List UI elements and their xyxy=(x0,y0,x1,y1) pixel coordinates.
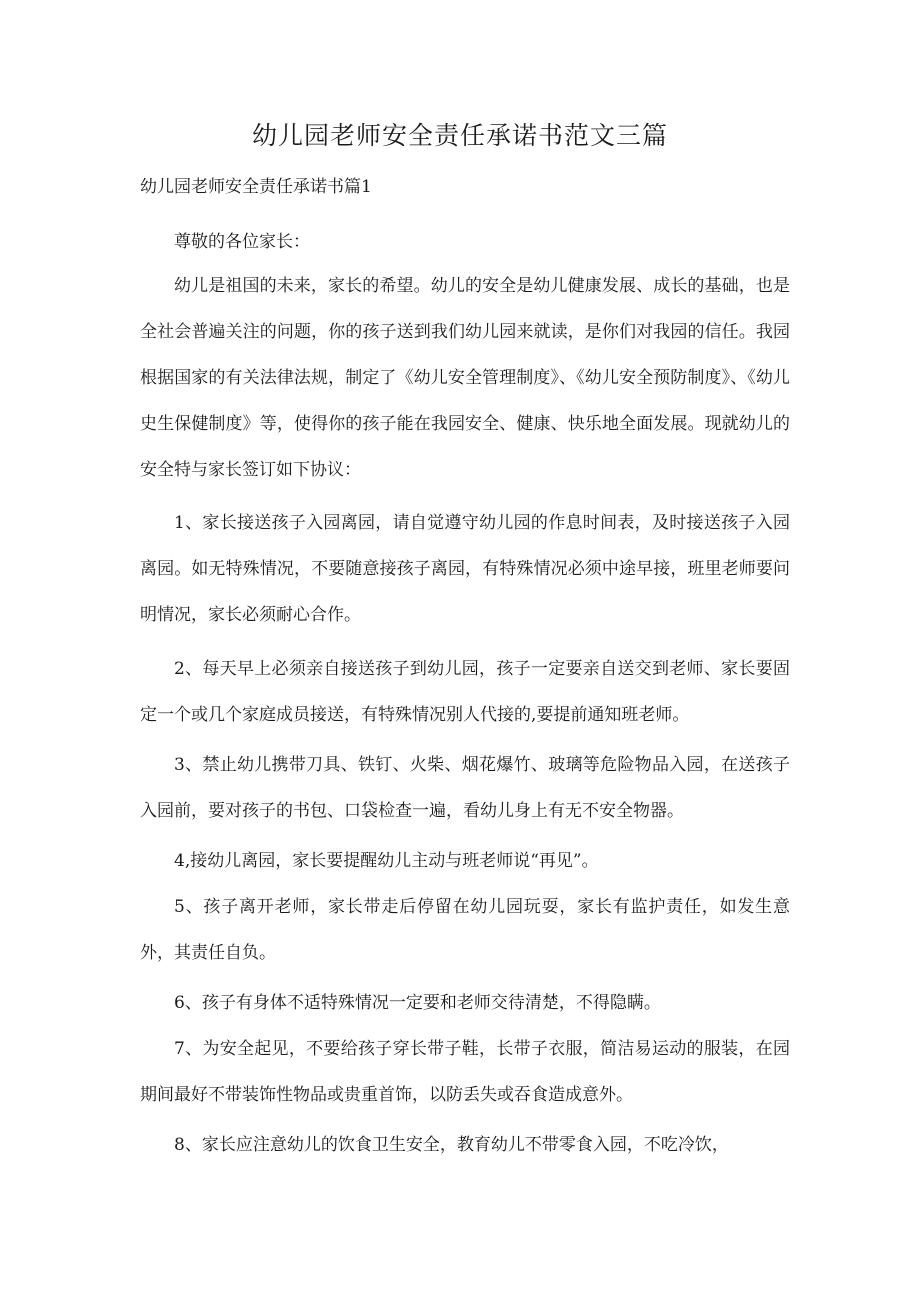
agreement-item-7: 7、为安全起见，不要给孩子穿长带子鞋，长带子衣服，简洁易运动的服装，在园期间最好不带装饰性物品或贵重首饰，以防丢失或吞食造成意外。 xyxy=(140,1039,790,1105)
greeting-paragraph: 尊敬的各位家长： xyxy=(174,232,310,252)
agreement-item-5: 5、孩子离开老师，家长带走后停留在幼儿园玩耍，家长有监护责任，如发生意外，其责任自负。 xyxy=(140,897,790,963)
section-heading: 幼儿园老师安全责任承诺书篇1 xyxy=(140,177,372,197)
agreement-item-1: 1、家长接送孩子入园离园，请自觉遵守幼儿园的作息时间表，及时接送孩子入园离园。如无特殊情况，不要随意接孩子离园，有特殊情况必须中途早接，班里老师要问明情况，家长必须耐心合作。 xyxy=(140,513,790,625)
agreement-item-6: 6、孩子有身体不适特殊情况一定要和老师交待清楚，不得隐瞒。 xyxy=(174,993,661,1013)
intro-paragraph: 幼儿是祖国的未来，家长的希望。幼儿的安全是幼儿健康发展、成长的基础，也是全社会普遍关注的问题，你的孩子送到我们幼儿园来就读，是你们对我园的信任。我园根据国家的有关法律法规，制定了《幼儿安全管理制度》、《幼儿安全预防制度》、《幼儿史生保健制度》等，使得你的孩子能在我园安全、健康、快乐地全面发展。现就幼儿的安全特与家长签订如下协议： xyxy=(140,276,790,480)
document-title: 幼儿园老师安全责任承诺书范文三篇 xyxy=(251,121,668,150)
agreement-item-8: 8、家长应注意幼儿的饮食卫生安全，教育幼儿不带零食入园，不吃冷饮， xyxy=(174,1135,729,1155)
agreement-item-2: 2、每天早上必须亲自接送孩子到幼儿园，孩子一定要亲自送交到老师、家长要固定一个或几个家庭成员接送，有特殊情况别人代接的,要提前通知班老师。 xyxy=(140,659,790,725)
agreement-item-4: 4,接幼儿离园，家长要提醒幼儿主动与班老师说“再见”。 xyxy=(174,851,599,871)
agreement-item-3: 3、禁止幼儿携带刀具、铁钉、火柴、烟花爆竹、玻璃等危险物品入园，在送孩子入园前，要对孩子的书包、口袋检查一遍，看幼儿身上有无不安全物器。 xyxy=(140,755,790,821)
